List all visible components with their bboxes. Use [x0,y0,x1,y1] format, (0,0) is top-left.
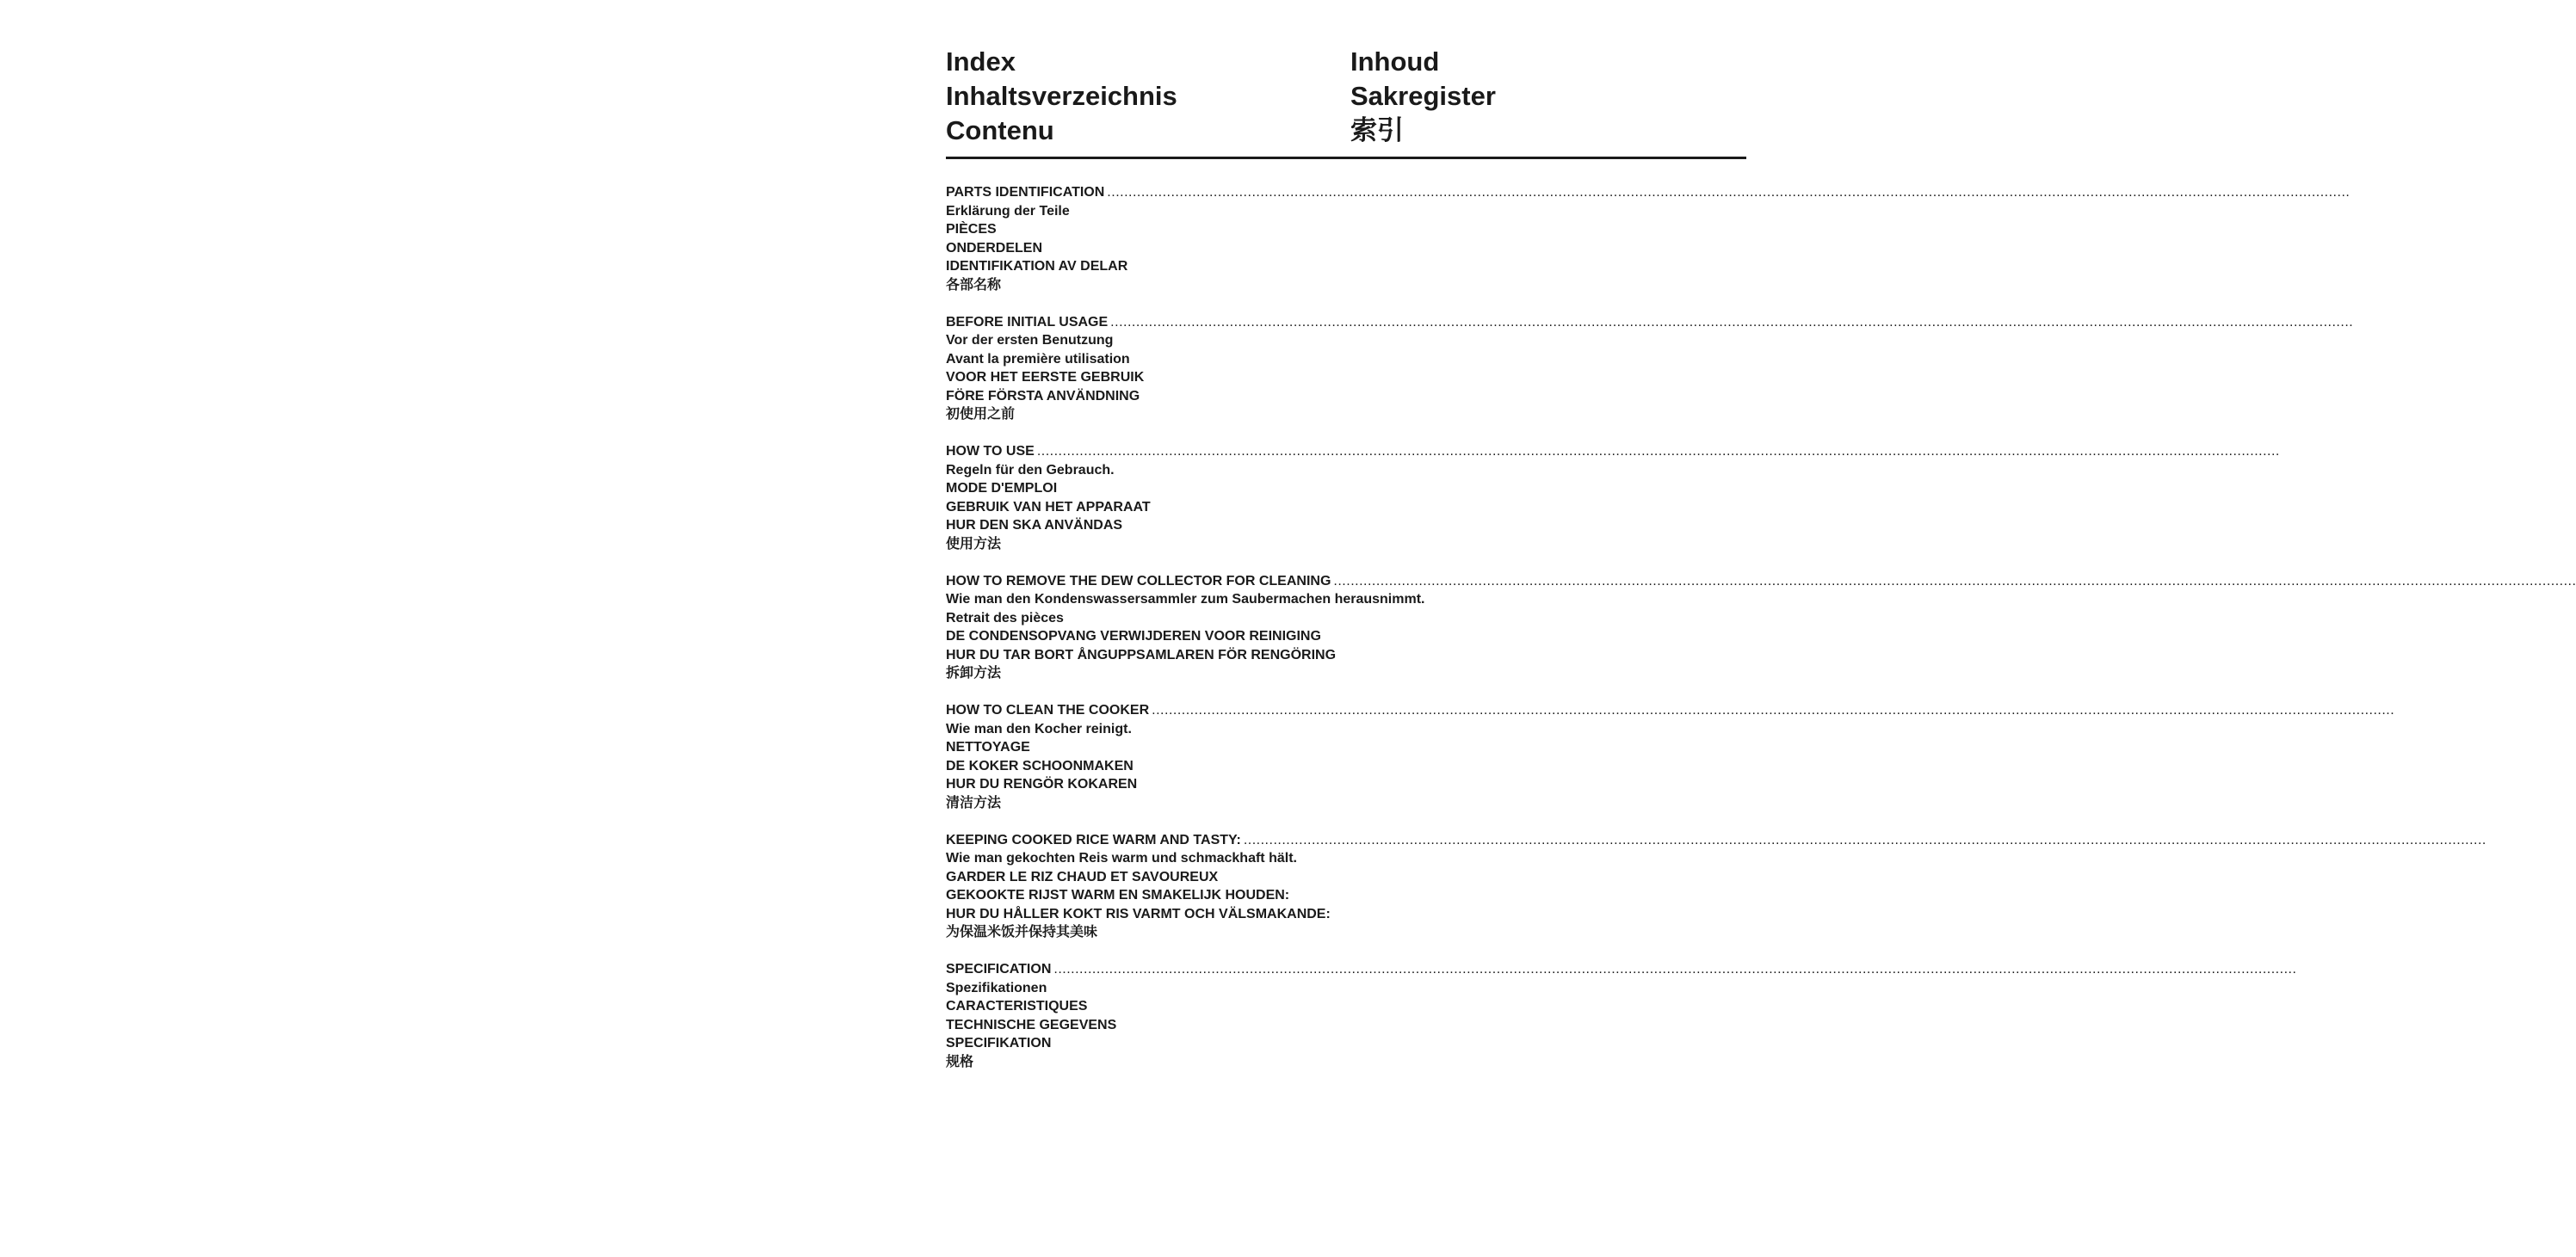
toc-subline: Wie man gekochten Reis warm und schmackhaft hält. [946,851,1297,866]
toc-subline: Wie man den Kocher reinigt. [946,721,1132,736]
toc-subline: Retrait des pièces [946,610,1064,625]
toc-entry[interactable] [946,572,2576,591]
toc-section-before-initial-usage [946,313,2354,424]
heading-sakregister: Sakregister [1350,81,1496,111]
toc-entry-title: BEFORE INITIAL USAGE [946,314,1109,330]
toc-entry[interactable] [946,701,2395,720]
toc-entry-title: HOW TO REMOVE THE DEW COLLECTOR FOR CLEANING [946,573,1331,588]
header-divider [946,157,1746,159]
toc-section-keeping-rice-warm [946,831,2486,942]
toc-sections [946,183,2576,1071]
toc-subline: Erklärung der Teile [946,203,1070,219]
heading-contenu: Contenu [946,115,1054,145]
toc-subline: GEBRUIK VAN HET APPARAAT [946,499,1151,515]
heading-inhaltsverzeichnis: Inhaltsverzeichnis [946,81,1177,111]
toc-subline: DE CONDENSOPVANG VERWIJDEREN VOOR REINIGING [946,629,1321,644]
toc-subline: 各部名称 [946,277,1002,293]
toc-subline: HUR DU HÅLLER KOKT RIS VARMT OCH VÄLSMAKANDE: [946,906,1331,921]
toc-section-specification [946,960,2297,1071]
toc-entry-title: HOW TO USE [946,444,1035,459]
toc-entry-title: SPECIFICATION [946,962,1052,977]
toc-subline: PIÈCES [946,222,997,237]
dot-leader: .................................................................................................................................................................................................................................................................................................... [1036,444,2280,459]
toc-subline: 初使用之前 [946,407,1016,422]
heading-column-right [1350,45,1746,148]
dot-leader: .................................................................................................................................................................................................................................................................................................... [1152,703,2395,718]
dot-leader: .................................................................................................................................................................................................................................................................................................... [1053,962,2297,977]
dot-leader: .................................................................................................................................................................................................................................................................................................... [1243,832,2486,847]
toc-subline: GEKOOKTE RIJST WARM EN SMAKELIJK HOUDEN: [946,888,1290,903]
toc-subline: 为保温米饭并保持其美味 [946,925,1098,940]
toc-subline: 规格 [946,1054,974,1069]
toc-entry[interactable] [946,313,2354,332]
toc-subline: HUR DU RENGÖR KOKAREN [946,777,1138,792]
dot-leader: .................................................................................................................................................................................................................................................................................................... [1333,573,2576,588]
toc-subline: FÖRE FÖRSTA ANVÄNDNING [946,388,1140,404]
toc-entry-title: PARTS IDENTIFICATION [946,185,1105,200]
toc-subline: HUR DEN SKA ANVÄNDAS [946,518,1123,533]
toc-entry[interactable] [946,831,2486,850]
toc-subline: Spezifikationen [946,980,1047,995]
toc-subline: 清洁方法 [946,795,1002,810]
toc-subline: CARACTERISTIQUES [946,999,1088,1014]
toc-section-how-to-use [946,442,2280,553]
heading-index: Index [946,46,1016,77]
toc-subline: SPECIFIKATION [946,1036,1052,1051]
heading-chinese-index: 索引 [1350,115,1404,145]
toc-entry[interactable] [946,960,2297,979]
toc-subline: DE KOKER SCHOONMAKEN [946,758,1134,773]
toc-entry-title: HOW TO CLEAN THE COOKER [946,703,1150,718]
index-page [946,45,2576,1090]
dot-leader: .................................................................................................................................................................................................................................................................................................... [1110,314,2354,330]
toc-subline: HUR DU TAR BORT ÅNGUPPSAMLAREN FÖR RENGÖRING [946,647,1337,662]
toc-subline: VOOR HET EERSTE GEBRUIK [946,370,1145,385]
toc-subline: NETTOYAGE [946,740,1030,755]
index-header [946,45,1746,148]
toc-subline: Wie man den Kondenswassersammler zum Saubermachen herausnimmt. [946,592,1425,607]
toc-subline: IDENTIFIKATION AV DELAR [946,259,1128,274]
heading-column-left [946,45,1177,148]
dot-leader: .................................................................................................................................................................................................................................................................................................... [1107,185,2351,200]
heading-inhoud: Inhoud [1350,46,1440,77]
toc-subline: TECHNISCHE GEGEVENS [946,1017,1117,1032]
toc-section-clean-cooker [946,701,2395,812]
toc-entry-title: KEEPING COOKED RICE WARM AND TASTY: [946,832,1241,847]
toc-subline: Regeln für den Gebrauch. [946,462,1115,478]
toc-subline: 使用方法 [946,536,1002,551]
toc-subline: Avant la première utilisation [946,351,1130,367]
toc-entry[interactable] [946,442,2280,461]
toc-subline: ONDERDELEN [946,240,1043,256]
toc-subline: MODE D'EMPLOI [946,481,1058,496]
toc-subline: GARDER LE RIZ CHAUD ET SAVOUREUX [946,869,1219,884]
toc-entry[interactable] [946,183,2351,202]
toc-section-parts-identification [946,183,2351,294]
toc-subline: 拆卸方法 [946,666,1002,681]
toc-section-remove-dew-collector [946,572,2576,683]
toc-subline: Vor der ersten Benutzung [946,333,1114,348]
